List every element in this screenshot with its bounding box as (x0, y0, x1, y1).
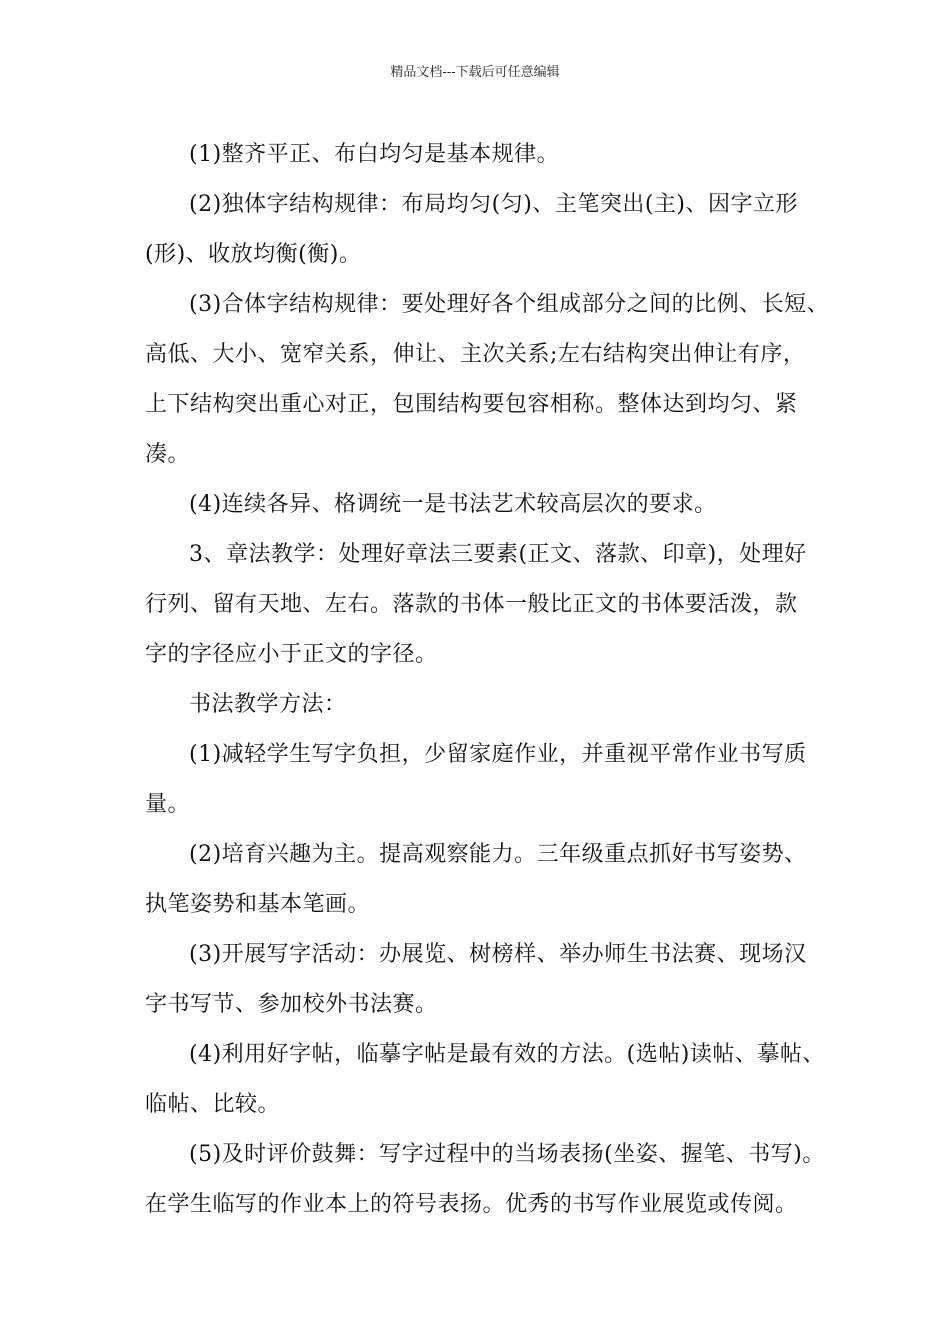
paragraph-10 (145, 1030, 825, 1130)
paragraph-4 (145, 480, 825, 530)
document-body (145, 130, 830, 1230)
paragraph-line: (5)及时评价鼓舞：写字过程中的当场表扬(坐姿、握笔、书写)。 (189, 1142, 825, 1167)
paragraph-line: 量。 (145, 792, 191, 817)
paragraph-9 (145, 930, 825, 1030)
page-header: 精品文档---下载后可任意编辑 (390, 65, 560, 80)
paragraph-7 (145, 730, 825, 830)
paragraph-line: (2)独体字结构规律：布局均匀(匀)、主笔突出(主)、因字立形 (189, 192, 798, 217)
paragraph-line: 字的字径应小于正文的字径。 (145, 642, 438, 667)
paragraph-8 (145, 830, 825, 930)
paragraph-line: (1)减轻学生写字负担，少留家庭作业，并重视平常作业书写质 (189, 742, 807, 767)
paragraph-line: (3)开展写字活动：办展览、树榜样、举办师生书法赛、现场汉 (189, 942, 807, 967)
paragraph-line: 临帖、比较。 (145, 1092, 281, 1117)
section-heading-methods (145, 680, 825, 730)
paragraph-line: 上下结构突出重心对正，包围结构要包容相称。整体达到均匀、紧 (145, 392, 798, 417)
paragraph-line: 高低、大小、宽窄关系，伸让、主次关系;左右结构突出伸让有序， (145, 342, 806, 367)
paragraph-line: (4)连续各异、格调统一是书法艺术较高层次的要求。 (189, 492, 717, 517)
paragraph-line: 执笔姿势和基本笔画。 (145, 892, 371, 917)
paragraph-line: (4)利用好字帖，临摹字帖是最有效的方法。(选帖)读帖、摹帖、 (189, 1042, 825, 1067)
paragraph-line: 凑。 (145, 442, 191, 467)
paragraph-line: 行列、留有天地、左右。落款的书体一般比正文的书体要活泼，款 (145, 592, 798, 617)
paragraph-11 (145, 1130, 825, 1230)
paragraph-line: (2)培育兴趣为主。提高观察能力。三年级重点抓好书写姿势、 (189, 842, 807, 867)
paragraph-line: 3、章法教学：处理好章法三要素(正文、落款、印章)，处理好 (189, 542, 807, 567)
paragraph-1 (145, 130, 825, 180)
paragraph-3 (145, 280, 830, 480)
paragraph-5 (145, 530, 825, 680)
paragraph-line: (1)整齐平正、布白均匀是基本规律。 (189, 142, 560, 167)
paragraph-line: (形)、收放均衡(衡)。 (145, 242, 362, 267)
paragraph-line: 字书写节、参加校外书法赛。 (145, 992, 438, 1017)
paragraph-line: 书法教学方法： (189, 692, 347, 717)
paragraph-line: 在学生临写的作业本上的符号表扬。优秀的书写作业展览或传阅。 (145, 1192, 798, 1217)
paragraph-2 (145, 180, 825, 280)
paragraph-line: (3)合体字结构规律：要处理好各个组成部分之间的比例、长短、 (189, 292, 830, 317)
